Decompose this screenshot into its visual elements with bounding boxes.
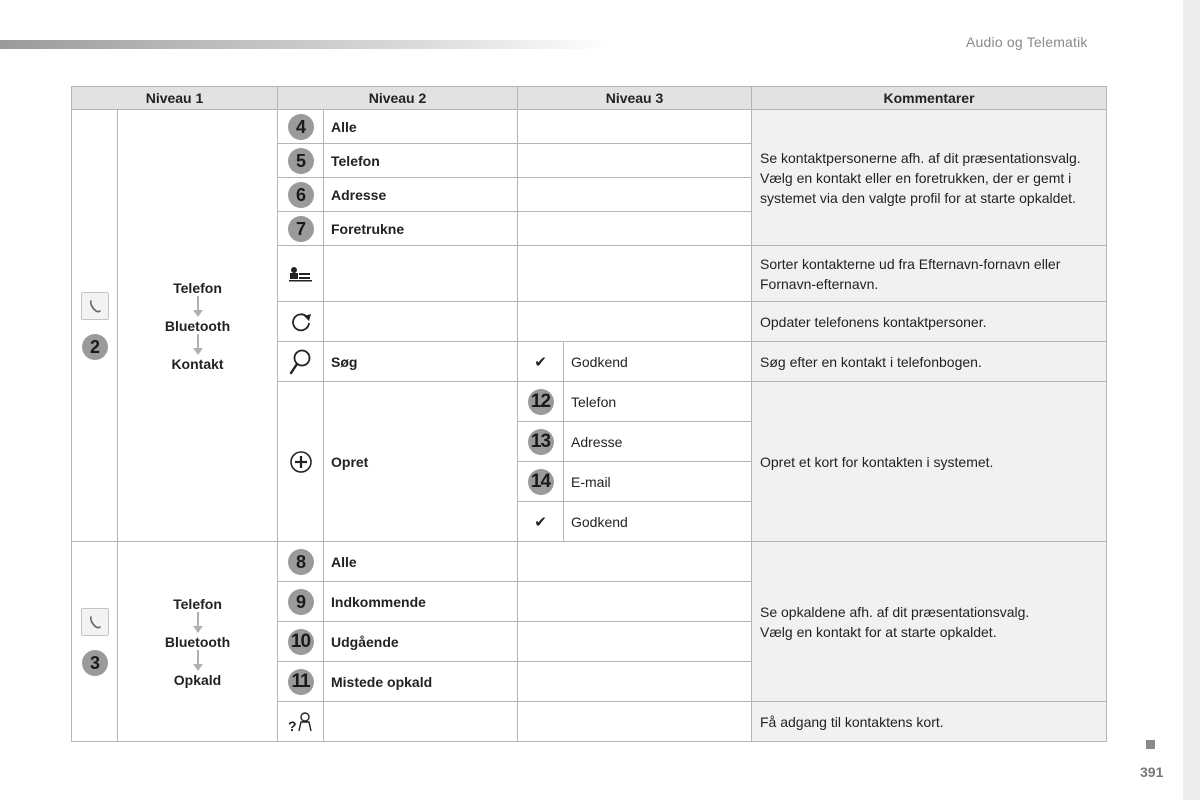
level3-empty bbox=[518, 662, 752, 702]
badge: 5 bbox=[288, 148, 314, 174]
flow-step: Bluetooth bbox=[164, 633, 231, 650]
comment-text: Få adgang til kontaktens kort. bbox=[752, 702, 1107, 742]
option-label: Opret bbox=[324, 382, 518, 542]
arrow-down-icon bbox=[193, 612, 203, 634]
comment-text: Se opkaldene afh. af dit præsentationsvalg. Vælg en kontakt for at starte opkaldet. bbox=[760, 603, 1030, 640]
badge-cell bbox=[278, 212, 324, 246]
badge: 14 bbox=[528, 469, 554, 495]
group1-badge: 2 bbox=[82, 334, 108, 360]
option-label: Telefon bbox=[324, 144, 518, 178]
option-label: Alle bbox=[324, 110, 518, 144]
option-label: Søg bbox=[324, 342, 518, 382]
header-niveau-2: Niveau 2 bbox=[278, 87, 518, 110]
badge-cell bbox=[278, 542, 324, 582]
badge: 4 bbox=[288, 114, 314, 140]
flow-step: Kontakt bbox=[171, 355, 224, 372]
badge-cell bbox=[278, 622, 324, 662]
group2-level1-icon-cell bbox=[72, 542, 118, 742]
plus-circle-icon bbox=[278, 450, 323, 474]
level3-empty bbox=[518, 178, 752, 212]
arrow-down-icon bbox=[193, 296, 203, 318]
level3-empty bbox=[518, 582, 752, 622]
contact-info-icon bbox=[278, 709, 323, 735]
flow-step: Bluetooth bbox=[164, 317, 231, 334]
badge-cell bbox=[278, 662, 324, 702]
flow-step: Telefon bbox=[173, 595, 222, 612]
phone-icon bbox=[81, 292, 109, 320]
arrow-down-icon bbox=[193, 334, 203, 356]
contact-card-sort-icon bbox=[278, 265, 323, 283]
comment-text: Søg efter en kontakt i telefonbogen. bbox=[752, 342, 1107, 382]
header-niveau-3: Niveau 3 bbox=[518, 87, 752, 110]
level3-label: E-mail bbox=[564, 462, 752, 502]
end-marker bbox=[1146, 740, 1155, 749]
badge: 13 bbox=[528, 429, 554, 455]
level3-empty bbox=[518, 622, 752, 662]
table-row bbox=[72, 110, 1107, 144]
add-icon-cell bbox=[278, 382, 324, 542]
level3-label: Telefon bbox=[564, 382, 752, 422]
badge-cell bbox=[278, 110, 324, 144]
page-edge-strip bbox=[1183, 0, 1200, 800]
level2-empty bbox=[324, 702, 518, 742]
magnifier-icon bbox=[278, 348, 323, 376]
group1-level1-icon-cell bbox=[72, 110, 118, 542]
svg-text:?: ? bbox=[287, 717, 297, 734]
badge-cell bbox=[518, 382, 564, 422]
table-header-row bbox=[72, 87, 1107, 110]
group1-path bbox=[118, 110, 278, 542]
comment-cell bbox=[752, 542, 1107, 702]
group2-path bbox=[118, 542, 278, 742]
comment-text: Se kontaktpersonerne afh. af dit præsentationsvalg. Vælg en kontakt eller en foretrukken, der er gemt i systemet via den valgte profil for at starte opkaldet. bbox=[760, 149, 1081, 206]
header-kommentarer: Kommentarer bbox=[752, 87, 1107, 110]
badge: 11 bbox=[288, 669, 314, 695]
page-number: 391 bbox=[1140, 764, 1164, 780]
arrow-down-icon bbox=[193, 650, 203, 672]
level3-empty bbox=[518, 542, 752, 582]
badge: 10 bbox=[288, 629, 314, 655]
badge-cell bbox=[278, 178, 324, 212]
flow-step: Opkald bbox=[173, 671, 222, 688]
comment-text: Opret et kort for kontakten i systemet. bbox=[752, 382, 1107, 542]
level3-label: Adresse bbox=[564, 422, 752, 462]
badge: 7 bbox=[288, 216, 314, 242]
option-label: Foretrukne bbox=[324, 212, 518, 246]
checkmark-icon: ✔ bbox=[518, 502, 564, 542]
comment-text: Opdater telefonens kontaktpersoner. bbox=[752, 302, 1107, 342]
table-row bbox=[72, 542, 1107, 582]
flow-step: Telefon bbox=[173, 279, 222, 296]
badge-cell bbox=[518, 462, 564, 502]
level3-empty bbox=[518, 212, 752, 246]
option-label: Alle bbox=[324, 542, 518, 582]
option-label: Mistede opkald bbox=[324, 662, 518, 702]
level3-empty bbox=[518, 302, 752, 342]
level2-empty bbox=[324, 246, 518, 302]
badge-cell bbox=[278, 144, 324, 178]
header-niveau-1: Niveau 1 bbox=[72, 87, 278, 110]
comment-cell bbox=[752, 110, 1107, 246]
badge-cell bbox=[518, 422, 564, 462]
checkmark-icon: ✔ bbox=[518, 342, 564, 382]
search-icon-cell bbox=[278, 342, 324, 382]
badge: 8 bbox=[288, 549, 314, 575]
comment-text: Sorter kontakterne ud fra Efternavn-fornavn eller Fornavn-efternavn. bbox=[752, 246, 1107, 302]
badge: 6 bbox=[288, 182, 314, 208]
level3-empty bbox=[518, 110, 752, 144]
badge-cell bbox=[278, 582, 324, 622]
option-label: Adresse bbox=[324, 178, 518, 212]
option-label: Indkommende bbox=[324, 582, 518, 622]
group2-badge: 3 bbox=[82, 650, 108, 676]
option-label: Udgående bbox=[324, 622, 518, 662]
menu-table bbox=[71, 86, 1107, 742]
level3-empty bbox=[518, 144, 752, 178]
section-title: Audio og Telematik bbox=[966, 34, 1088, 50]
level3-empty bbox=[518, 702, 752, 742]
phone-icon bbox=[81, 608, 109, 636]
badge: 12 bbox=[528, 389, 554, 415]
sort-icon-cell bbox=[278, 246, 324, 302]
level3-empty bbox=[518, 246, 752, 302]
level3-label: Godkend bbox=[564, 502, 752, 542]
refresh-icon bbox=[278, 309, 323, 335]
level3-label: Godkend bbox=[564, 342, 752, 382]
refresh-icon-cell bbox=[278, 302, 324, 342]
header-rule bbox=[0, 40, 610, 49]
contact-card-icon-cell bbox=[278, 702, 324, 742]
badge: 9 bbox=[288, 589, 314, 615]
level2-empty bbox=[324, 302, 518, 342]
